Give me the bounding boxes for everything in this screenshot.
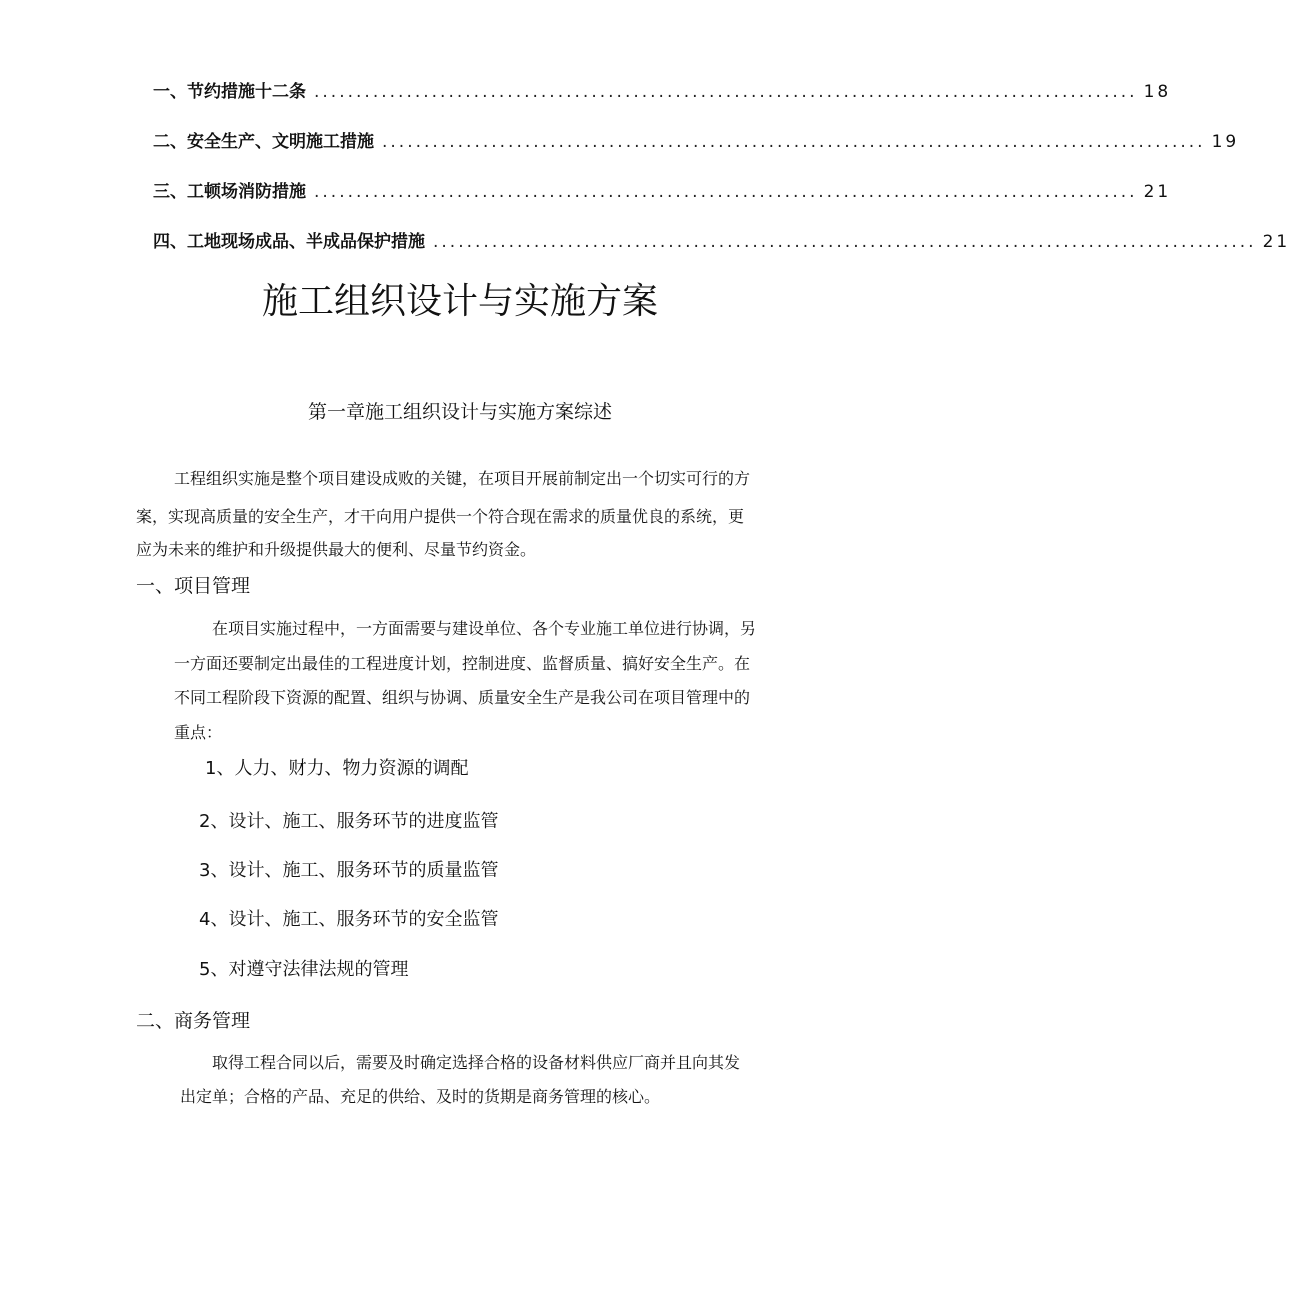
list-item: 1、人力、财力、物力资源的调配	[205, 758, 469, 779]
toc-entry-label: 四、工地现场成品、半成品保护措施	[153, 232, 425, 252]
list-item: 5、对遵守法律法规的管理	[199, 959, 409, 980]
toc-leader-dots: ..................................................................................................	[433, 232, 1257, 252]
toc-entry[interactable]	[153, 179, 1172, 205]
intro-paragraph-line: 案，实现高质量的安全生产，才干向用户提供一个符合现在需求的质量优良的系统，更	[136, 507, 745, 526]
toc-entry-label: 一、节约措施十二条	[153, 82, 306, 102]
section-paragraph-line: 重点：	[174, 723, 223, 742]
document-title: 施工组织设计与实施方案	[261, 281, 658, 322]
toc-page-number: 18	[1143, 82, 1172, 102]
toc-leader-dots: ..................................................................................................	[314, 82, 1138, 102]
list-item: 2、设计、施工、服务环节的进度监管	[199, 811, 499, 832]
section-paragraph-line: 取得工程合同以后，需要及时确定选择合格的设备材料供应厂商并且向其发	[212, 1053, 741, 1072]
toc-entry[interactable]	[153, 79, 1172, 105]
list-item: 4、设计、施工、服务环节的安全监管	[199, 909, 499, 930]
toc-leader-dots: ..................................................................................................	[314, 182, 1138, 202]
section-heading: 二、商务管理	[136, 1010, 251, 1032]
section-heading: 一、项目管理	[136, 575, 251, 597]
toc-entry-label: 二、安全生产、文明施工措施	[153, 132, 374, 152]
toc-entry-label: 三、工顿场消防措施	[153, 182, 306, 202]
toc-entry[interactable]	[153, 229, 1290, 255]
chapter-title: 第一章施工组织设计与实施方案综述	[307, 401, 612, 423]
section-paragraph-line: 在项目实施过程中，一方面需要与建设单位、各个专业施工单位进行协调，另	[212, 619, 757, 638]
section-paragraph-line: 一方面还要制定出最佳的工程进度计划，控制进度、监督质量、搞好安全生产。在	[174, 654, 751, 673]
intro-paragraph-line: 工程组织实施是整个项目建设成败的关键，在项目开展前制定出一个切实可行的方	[174, 469, 751, 488]
toc-page-number: 21	[1262, 232, 1290, 252]
list-item: 3、设计、施工、服务环节的质量监管	[199, 860, 499, 881]
section-paragraph-line: 出定单；合格的产品、充足的供给、及时的货期是商务管理的核心。	[180, 1087, 661, 1106]
toc-page-number: 19	[1211, 132, 1240, 152]
section-paragraph-line: 不同工程阶段下资源的配置、组织与协调、质量安全生产是我公司在项目管理中的	[174, 688, 751, 707]
toc-leader-dots: ..................................................................................................	[382, 132, 1206, 152]
intro-paragraph-line: 应为未来的维护和升级提供最大的便利、尽量节约资金。	[136, 540, 537, 559]
toc-page-number: 21	[1143, 182, 1172, 202]
toc-entry[interactable]	[153, 129, 1240, 155]
